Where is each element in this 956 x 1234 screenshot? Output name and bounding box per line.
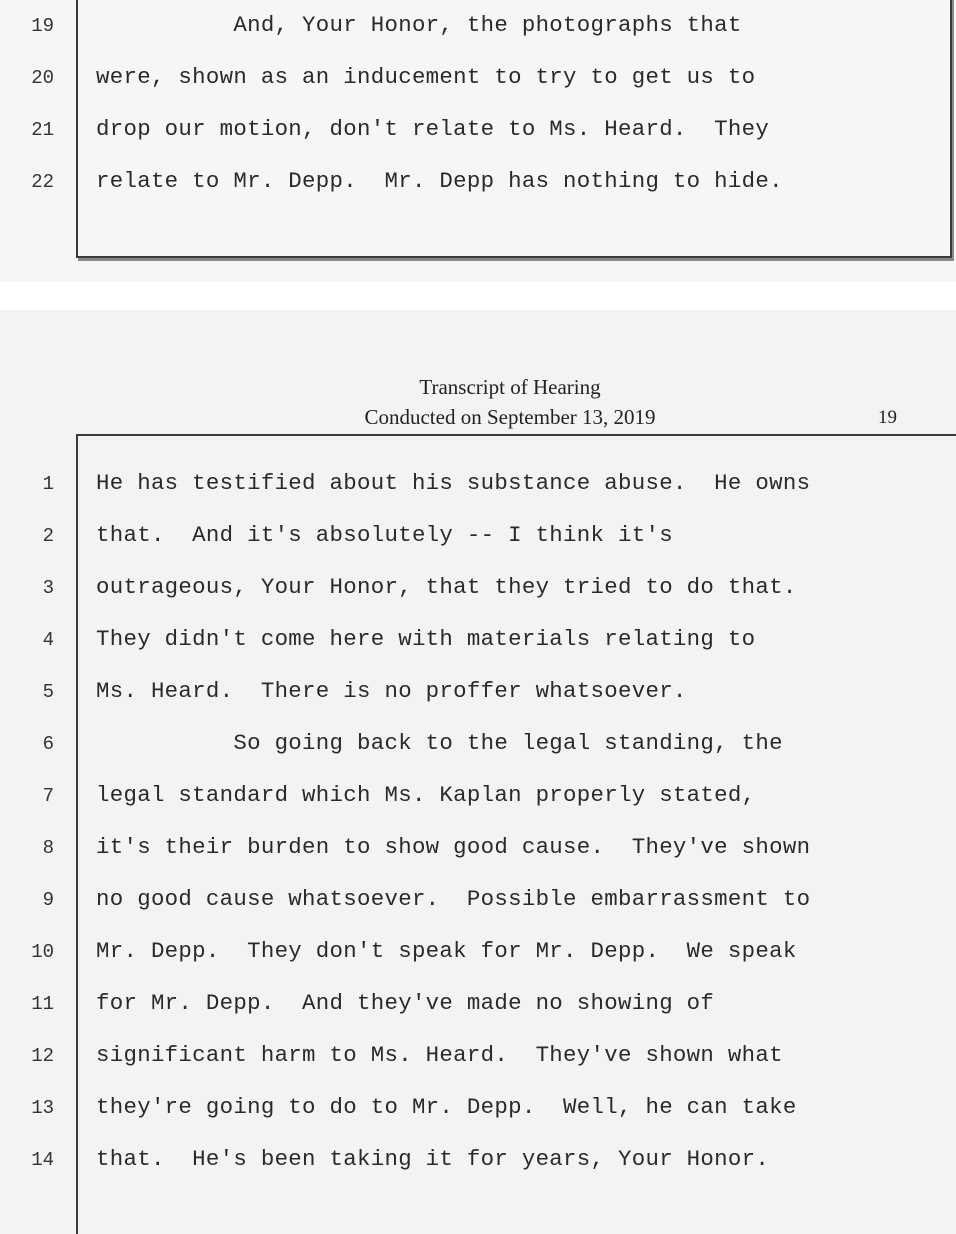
transcript-line [0, 782, 956, 834]
line-text: Mr. Depp. They don't speak for Mr. Depp. We speak [96, 938, 797, 964]
line-text: legal standard which Ms. Kaplan properly stated, [96, 782, 756, 808]
page-separator [0, 282, 956, 310]
line-number: 2 [42, 525, 54, 547]
transcript-line [0, 938, 956, 990]
line-number: 8 [42, 837, 54, 859]
transcript-line [0, 730, 956, 782]
transcript-line [0, 522, 956, 574]
line-text: for Mr. Depp. And they've made no showing of [96, 990, 715, 1016]
line-number: 22 [31, 171, 54, 193]
line-number: 12 [31, 1045, 54, 1067]
previous-page-fragment [0, 0, 956, 282]
line-number: 9 [42, 889, 54, 911]
line-number: 3 [42, 577, 54, 599]
page-title: Transcript of Hearing [419, 375, 601, 399]
line-text: drop our motion, don't relate to Ms. Heard. They [96, 116, 770, 142]
transcript-line [0, 116, 956, 168]
line-text: it's their burden to show good cause. They've shown [96, 834, 811, 860]
line-text: Ms. Heard. There is no proffer whatsoever. [96, 678, 687, 704]
line-number: 14 [31, 1149, 54, 1171]
line-number: 11 [31, 993, 54, 1015]
line-text: that. He's been taking it for years, Your Honor. [96, 1146, 770, 1172]
transcript-line [0, 470, 956, 522]
transcript-line [0, 678, 956, 730]
transcript-line [0, 886, 956, 938]
transcript-line [0, 626, 956, 678]
line-text: They didn't come here with materials relating to [96, 626, 756, 652]
transcript-line [0, 834, 956, 886]
line-number: 19 [31, 15, 54, 37]
transcript-line [0, 12, 956, 64]
line-text: So going back to the legal standing, the [96, 730, 783, 756]
transcript-line [0, 990, 956, 1042]
page-subtitle: Conducted on September 13, 2019 [364, 405, 656, 429]
transcript-line [0, 1094, 956, 1146]
line-text: that. And it's absolutely -- I think it's [96, 522, 673, 548]
line-text: outrageous, Your Honor, that they tried to do that. [96, 574, 797, 600]
transcript-line [0, 1146, 956, 1198]
line-number: 4 [42, 629, 54, 651]
transcript-line [0, 64, 956, 116]
transcript-line [0, 168, 956, 220]
transcript-line [0, 1042, 956, 1094]
line-number: 1 [42, 473, 54, 495]
line-text: significant harm to Ms. Heard. They've shown what [96, 1042, 783, 1068]
line-number: 6 [42, 733, 54, 755]
line-number: 10 [31, 941, 54, 963]
line-text: no good cause whatsoever. Possible embarrassment to [96, 886, 811, 912]
line-text: relate to Mr. Depp. Mr. Depp has nothing to hide. [96, 168, 783, 194]
transcript-line [0, 574, 956, 626]
line-number: 5 [42, 681, 54, 703]
line-number: 21 [31, 119, 54, 141]
line-text: they're going to do to Mr. Depp. Well, he can take [96, 1094, 797, 1120]
line-text: He has testified about his substance abuse. He owns [96, 470, 811, 496]
line-text: were, shown as an inducement to try to get us to [96, 64, 756, 90]
line-number: 7 [42, 785, 54, 807]
line-text: And, Your Honor, the photographs that [96, 12, 742, 38]
line-number: 20 [31, 67, 54, 89]
line-number: 13 [31, 1097, 54, 1119]
page-number: 19 [878, 407, 897, 428]
